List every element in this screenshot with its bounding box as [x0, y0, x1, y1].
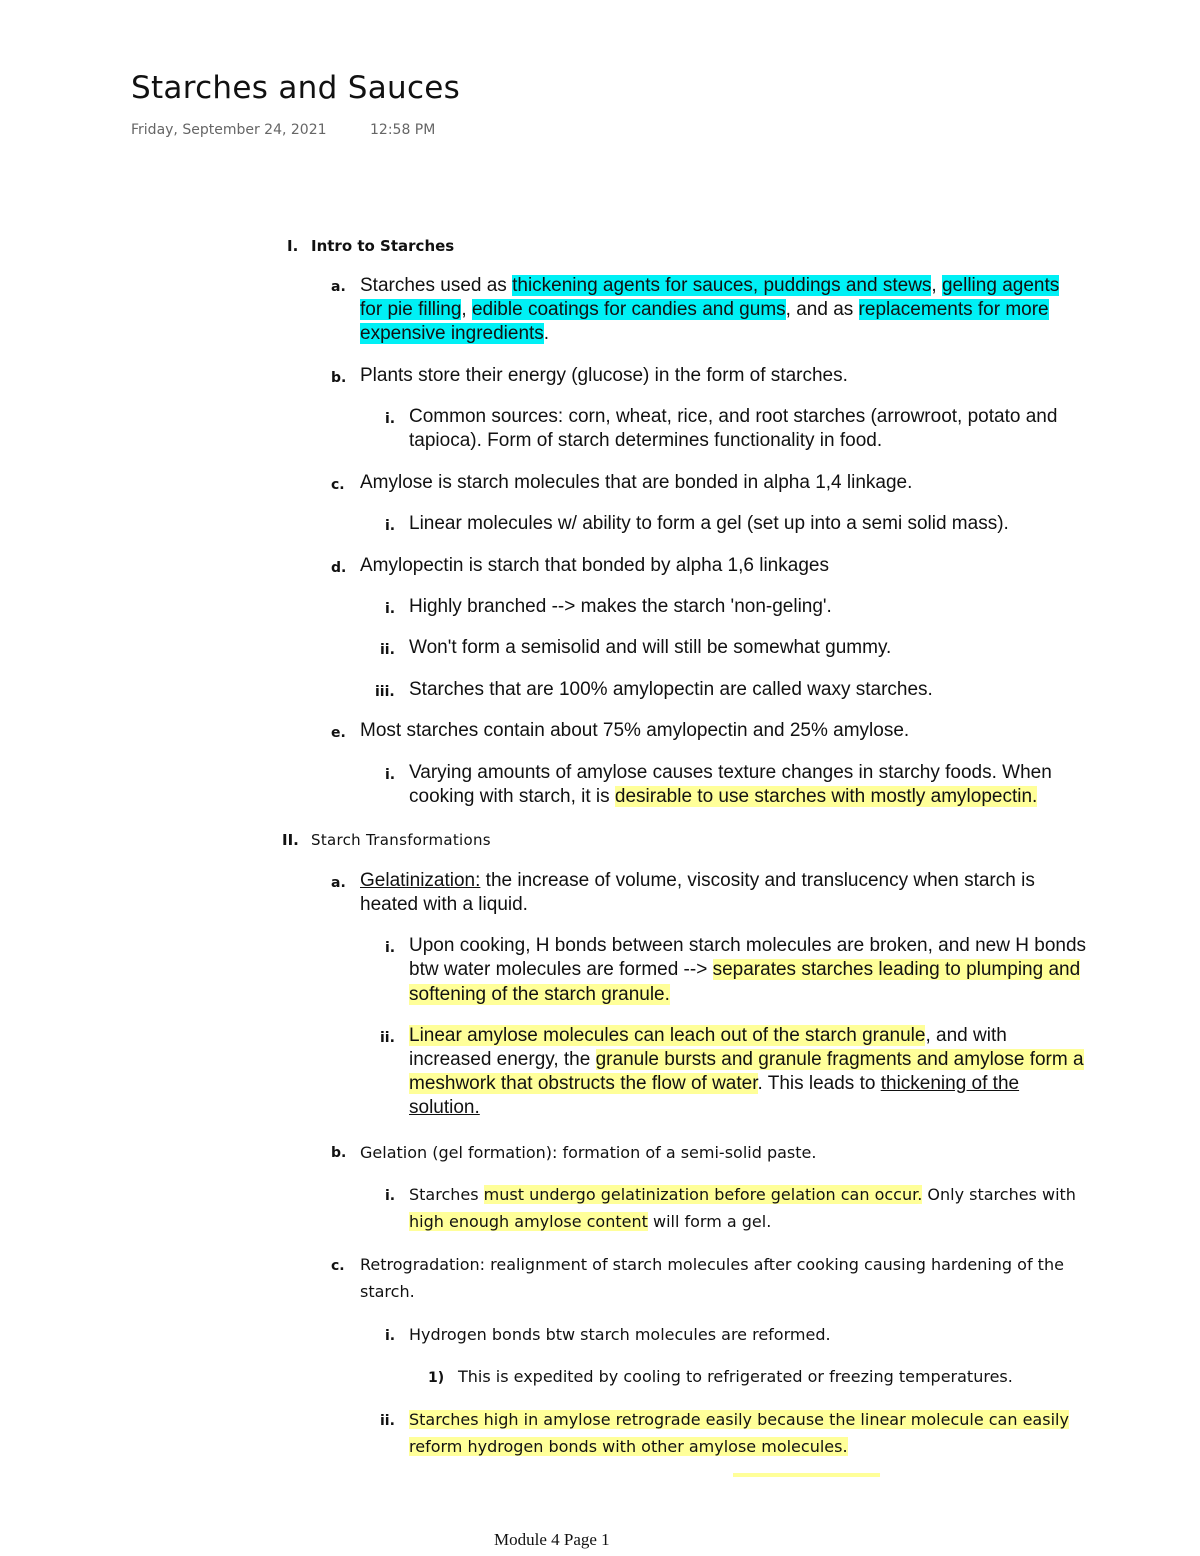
paragraph-line: heated with a liquid. [360, 894, 528, 915]
paragraph-line: starch. [360, 1282, 415, 1301]
subitem-marker: i. [385, 411, 396, 427]
paragraph-line: increased energy, the granule bursts and granule fragments and amylose form a [409, 1049, 1084, 1070]
highlight-yellow: reform hydrogen bonds with other amylose molecules. [409, 1437, 848, 1456]
paragraph-line: high enough amylose content will form a gel. [409, 1212, 772, 1231]
paragraph-line: btw water molecules are formed --> separates starches leading to plumping and [409, 959, 1081, 980]
section-marker: I. [287, 237, 299, 255]
section-heading: Intro to Starches [311, 237, 455, 255]
paragraph-line: Common sources: corn, wheat, rice, and root starches (arrowroot, potato and [409, 406, 1058, 427]
paragraph-line: meshwork that obstructs the flow of water. This leads to thickening of the [409, 1073, 1020, 1094]
section-marker: II. [282, 831, 299, 849]
subitem-marker: iii. [375, 684, 395, 700]
subitem-marker: 1) [428, 1370, 445, 1386]
paragraph-line: Won't form a semisolid and will still be somewhat gummy. [409, 637, 892, 658]
highlight-yellow: softening of the starch granule. [409, 984, 670, 1005]
paragraph-line: Highly branched --> makes the starch 'non-geling'. [409, 596, 832, 617]
item-marker: a. [331, 279, 346, 295]
highlight-cyan: thickening agents for sauces, puddings and stews [512, 275, 932, 296]
item-marker: e. [331, 725, 346, 741]
paragraph-line [409, 1433, 848, 1460]
paragraph-line: This is expedited by cooling to refrigerated or freezing temperatures. [458, 1367, 1013, 1386]
item-marker: a. [331, 875, 346, 891]
paragraph-line: Linear amylose molecules can leach out of the starch granule, and with [409, 1025, 1007, 1046]
item-marker: c. [331, 477, 345, 493]
item-marker: b. [331, 1145, 347, 1161]
subitem-marker: i. [385, 1328, 396, 1344]
page-time: 12:58 PM [370, 122, 436, 138]
paragraph-line: Starches that are 100% amylopectin are called waxy starches. [409, 679, 933, 700]
section-heading: Starch Transformations [311, 831, 491, 849]
paragraph-line: expensive ingredients. [360, 323, 550, 344]
highlight-yellow: Linear amylose molecules can leach out of the starch granule [409, 1025, 926, 1046]
highlight-cyan: replacements for more [858, 299, 1049, 320]
subitem-marker: i. [385, 518, 396, 534]
highlight-yellow: high enough amylose content [409, 1212, 648, 1231]
paragraph-line: Gelatinization: the increase of volume, viscosity and translucency when starch is [360, 870, 1035, 891]
paragraph-line: Starches must undergo gelatinization before gelation can occur. Only starches with [409, 1185, 1076, 1204]
paragraph-line: tapioca). Form of starch determines functionality in food. [409, 430, 883, 451]
highlight-yellow: separates starches leading to plumping and [712, 959, 1081, 980]
highlight-cyan: expensive ingredients [360, 323, 544, 344]
paragraph-line: for pie filling, edible coatings for candies and gums, and as replacements for more [360, 299, 1049, 320]
subitem-marker: i. [385, 767, 396, 783]
paragraph-line: Amylopectin is starch that bonded by alpha 1,6 linkages [360, 555, 829, 576]
item-marker: d. [331, 560, 347, 576]
highlight-yellow: meshwork that obstructs the flow of water [409, 1073, 758, 1094]
highlight-cyan: gelling agents [941, 275, 1060, 296]
paragraph-line: Retrogradation: realignment of starch molecules after cooking causing hardening of the [360, 1255, 1064, 1274]
underlined-phrase: solution. [409, 1097, 480, 1118]
highlight-fragment [733, 1473, 880, 1477]
paragraph-line [409, 983, 670, 1007]
paragraph-line: Amylose is starch molecules that are bonded in alpha 1,4 linkage. [360, 472, 913, 493]
subitem-marker: i. [385, 940, 396, 956]
highlight-cyan: edible coatings for candies and gums [471, 299, 786, 320]
highlight-yellow: must undergo gelatinization before gelation can occur. [483, 1185, 923, 1204]
subitem-marker: ii. [380, 642, 395, 658]
paragraph-line [409, 1406, 1069, 1433]
page-title: Starches and Sauces [131, 70, 461, 106]
paragraph-line: Upon cooking, H bonds between starch molecules are broken, and new H bonds [409, 935, 1087, 956]
paragraph-line: cooking with starch, it is desirable to use starches with mostly amylopectin. [409, 786, 1038, 807]
page-date: Friday, September 24, 2021 [131, 122, 327, 138]
highlight-yellow: desirable to use starches with mostly amylopectin. [614, 786, 1038, 807]
paragraph-line: Gelation (gel formation): formation of a semi-solid paste. [360, 1143, 817, 1162]
paragraph-line: Varying amounts of amylose causes texture changes in starchy foods. When [409, 762, 1052, 783]
subitem-marker: i. [385, 1188, 396, 1204]
paragraph-line: Starches used as thickening agents for sauces, puddings and stews, gelling agents [360, 275, 1060, 296]
paragraph-line: Hydrogen bonds btw starch molecules are reformed. [409, 1325, 831, 1344]
highlight-cyan: for pie filling [360, 299, 462, 320]
paragraph-line: Linear molecules w/ ability to form a gel (set up into a semi solid mass). [409, 513, 1009, 534]
highlight-yellow: Starches high in amylose retrograde easily because the linear molecule can easily [409, 1410, 1069, 1429]
item-marker: b. [331, 370, 347, 386]
subitem-marker: i. [385, 601, 396, 617]
paragraph-line: Plants store their energy (glucose) in the form of starches. [360, 365, 848, 386]
underlined-term: Gelatinization: [360, 870, 481, 891]
highlight-yellow: granule bursts and granule fragments and amylose form a [595, 1049, 1084, 1070]
paragraph-line [409, 1096, 480, 1120]
paragraph-line: Most starches contain about 75% amylopectin and 25% amylose. [360, 720, 910, 741]
subitem-marker: ii. [380, 1030, 395, 1046]
subitem-marker: ii. [380, 1413, 395, 1429]
item-marker: c. [331, 1258, 345, 1274]
underlined-phrase: thickening of the [880, 1073, 1020, 1094]
page-footer: Module 4 Page 1 [494, 1530, 610, 1549]
